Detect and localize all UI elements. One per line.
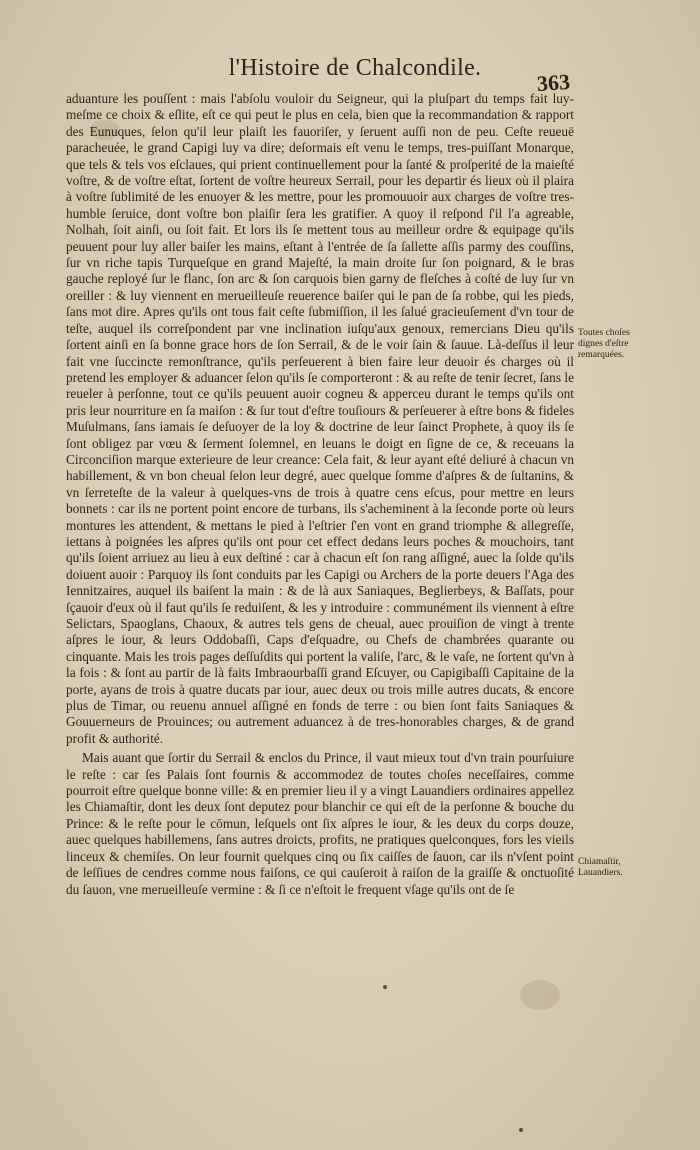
margin-note: Toutes choſes dignes d'eſtre remarquées. (578, 328, 630, 360)
page-number: 363 (536, 68, 571, 97)
paper-stain (520, 980, 560, 1010)
printer-mark (383, 985, 387, 989)
body-text (66, 91, 574, 898)
paragraph: aduanture les pouſſent : mais l'abſolu vouloir du Seigneur, qui la pluſpart du temps fait luy-meſme ce choix & eſlite, eſt ce qui peut le plus en cela, bien que la recommandation & rapport des Eunuques, ſelon qu'il leur plaiſt les fauoriſer, y ſeruent auſſi non de peu. Ceſte reueuë paracheuée, le grand Capigi luy va dire; deſormais eſt venu le temps, tres-puiſſant Monarque, que tels & tels vos eſclaues, qui prient continuellement pour la ſanté & proſperité de la maieſté voſtre, & de voſtre eſtat, ſortent de voſtre heureux Serrail, pour les departir és lieux où il plaira à voſtre ſublimité de les enuoyer & les mettre, pour les promouuoir aux charges de voſtre tres-humble ſeruice, dont voſtre bon plaiſir ſera les gratifier. A quoy il reſpond ſ'il l'a agreable, Nolhah, ſoit ainſi, ou ſoit fait. Et lors ils ſe mettent tous au meilleur ordre & equipage qu'ils peuuent pour luy aller baiſer les mains, eſtant à l'entrée de ſa ſallette aſſis parmy des couſſins, ſur vn riche tapis Turqueſque en grand Majeſté, la main droite ſur ſon poignard, & le bras gauche reployé ſur le flanc, ſon arc & ſon carquois bien garny de fleſches à coſté de luy ſur vn oreiller : & luy viennent en merueilleuſe reuerence baiſer qui le pan de ſa robbe, qui les pieds, ſans mot dire. Apres qu'ils ont tous fait ceſte ſubmiſſion, il les ſalué gracieuſement d'vn tour de teſte, auquel ils correſpondent par vne inclination iuſqu'aux genoux, remercians Dieu qu'ils ſortent ainſi en ſa bonne grace hors de ſon Serrail, & de le voir ſain & ſauue. Là-deſſus il leur fait vne ſuccincte remonſtrance, qu'ils perſeuerent à bien faire leur deuoir és charges où il pretend les employer & aduancer ſelon qu'ils ſe comporteront : & au reſte de tenir ſecret, ſans le reueler à perſonne, tout ce qu'ils peuuent auoir cogneu & apperceu durant le temps qu'ils ont pris leur nourriture en ſa maiſon : & ſur tout d'eſtre touſiours & perſeuerer à eſtre bons & fideles Muſulmans, ſans iamais ſe deſuoyer de la loy & doctrine de leur ſainct Prophete, à quoy ils ſe ſont obligez par vœu & ſerment ſolemnel, en leuans le doigt en ſigne de ce, & receuans la Circonciſion marque exterieure de leur creance: Cela fait, & leur ayant eſté deliuré à chacun vn habillement, & vn bon cheual ſelon leur degré, auec quelque ſomme d'aſpres & de ſultanins, & vn ſerreteſte de la valeur à quelques-vns de trois à quatre cens eſcus, pour mettre en leurs bonnets : car ils ne portent point encore de turbans, ils s'acheminent à la ſeconde porte où leurs montures les attendent, & mettans le pied à l'eſtrier ſ'en vont en grand triomphe & allegreſſe, iettans à poignées les aſpres qu'ils ont pour cet effect dedans leurs poches & mouchoirs, tant qu'ils ſoient arriuez au lieu à eux deſtiné : car à chacun eſt ſon rang aſſigné, auec la ſolde qu'ils doiuent auoir : Parquoy ils ſont conduits par les Capigi ou Archers de la porte deuers l'Aga des Iennitzaires, auquel ils baiſent la main : & de là aux Saniaques, Beglierbeys, & Baſſats, pour ſçauoir d'eux où il faut qu'ils ſe reduiſent, & les y introduire : communément ils viennent à eſtre Selictars, Spaoglans, Chaoux, & autres tels gens de cheual, auec prouiſion de vingt à trente aſpres le iour, & leurs Oddobaſſi, Caps d'eſquadre, ou Chefs de chambrées quarante ou cinquante. Mais les trois pages deſſuſdits qui portent la valiſe, l'arc, & le vaſe, ne ſortent qu'vn à la fois : & ſont au partir de là faits Imbraourbaſſi grand Eſcuyer, ou Capigibaſſi Capitaine de la porte, ayans de trois à quatre ducats par iour, auec deux ou trois mille autres ducats, & encore plus de Timar, ou reuenu annuel aſſigné en fonds de terre : ou bien ſont faits Saniaques & Gouuerneurs de Prouinces; ou autrement aduancez à de tres-honorables charges, & de grand profit & authorité. (66, 91, 574, 746)
paragraph: Mais auant que ſortir du Serrail & enclos du Prince, il vaut mieux tout d'vn train pourſuiure le reſte : car ſes Palais ſont fournis & accommodez de toutes choſes neceſſaires, comme pourroit eſtre quelque bonne ville: & en premier lieu il y a vingt Lauandiers ordinaires appellez les Chiamaſtir, dont les deux ſont deputez pour blanchir ce qui eſt de la perſonne & bouche du Prince: & le reſte pour le cōmun, leſquels ont ſix aſpres le iour, & les deux du corps douze, auec quelques habillemens, ſans autres droicts, profits, ne pratiques quelconques, fors les vieils linceux & chemiſes. On leur fournit quelques cinq ou ſix caiſſes de ſauon, car ils n'vſent point de leſſiues de cendres comme nous faiſons, ce qui cauſeroit à raiſon de la graiſſe & onctuoſité du ſauon, vne merueilleuſe vermine : & ſi ce n'eſtoit le frequent vſage qu'ils ont de ſe (66, 750, 574, 897)
running-title: l'Histoire de Chalcondile. (228, 55, 482, 81)
printer-mark (519, 1128, 523, 1132)
margin-note: Chiamaſtir, Lauandiers. (578, 857, 623, 878)
